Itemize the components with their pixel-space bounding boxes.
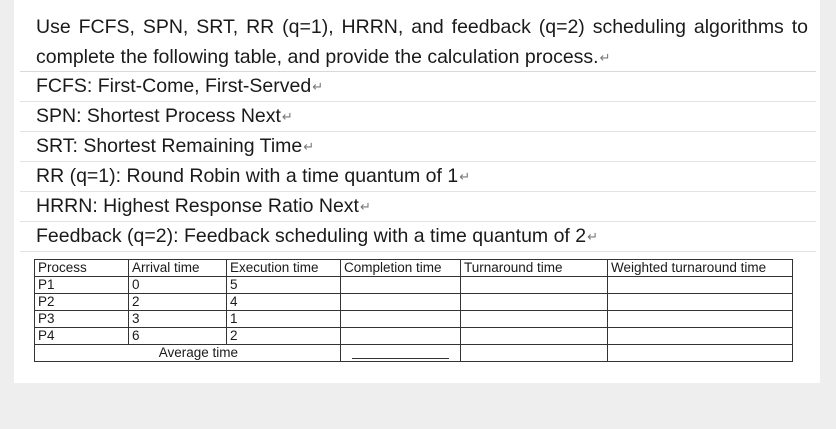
average-time-label: Average time [35,345,341,362]
cell-completion [341,311,461,328]
scheduling-table [34,259,793,362]
table-header-row [35,260,793,277]
definition-rr: RR (q=1): Round Robin with a time quantum of 1 [36,165,459,187]
cell-execution: 1 [227,311,341,328]
cell-arrival: 3 [129,311,227,328]
blank-line [352,348,449,359]
cell-process: P2 [35,294,129,311]
cell-arrival: 0 [129,277,227,294]
table-row [35,294,793,311]
cell-arrival: 2 [129,294,227,311]
definition-line [20,132,816,162]
definition-line [20,222,816,252]
header-turnaround-time: Turnaround time [461,260,608,277]
paragraph-mark-icon: ↵ [281,109,293,124]
table-row [35,328,793,345]
cell-process: P3 [35,311,129,328]
cell-turnaround [461,328,608,345]
definition-line [20,72,816,102]
cell-completion [341,328,461,345]
cell-weighted [608,294,793,311]
header-process: Process [35,260,129,277]
cell-turnaround [461,294,608,311]
cell-weighted [608,277,793,294]
definition-feedback: Feedback (q=2): Feedback scheduling with a time quantum of 2 [36,225,587,247]
definition-hrrn: HRRN: Highest Response Ratio Next [36,195,359,217]
header-weighted-turnaround-time: Weighted turnaround time [608,260,793,277]
paragraph-mark-icon: ↵ [303,139,315,154]
paragraph-mark-icon: ↵ [312,79,324,94]
definition-line [20,102,816,132]
cell-arrival: 6 [129,328,227,345]
average-row [35,345,793,362]
definition-line [20,162,816,192]
cell-weighted [608,328,793,345]
average-weighted-cell [608,345,793,362]
paragraph-mark-icon: ↵ [587,229,599,244]
cell-process: P1 [35,277,129,294]
header-completion-time: Completion time [341,260,461,277]
header-arrival-time: Arrival time [129,260,227,277]
cell-weighted [608,311,793,328]
header-execution-time: Execution time [227,260,341,277]
definition-srt: SRT: Shortest Remaining Time [36,135,303,157]
cell-turnaround [461,277,608,294]
definition-line [20,192,816,222]
cell-execution: 2 [227,328,341,345]
average-completion-cell [341,345,461,362]
cell-process: P4 [35,328,129,345]
cell-execution: 4 [227,294,341,311]
table-row [35,277,793,294]
cell-execution: 5 [227,277,341,294]
cell-completion [341,277,461,294]
cell-turnaround [461,311,608,328]
definitions-list [20,71,816,252]
paragraph-mark-icon: ↵ [599,50,611,65]
paragraph-mark-icon: ↵ [359,199,371,214]
definition-spn: SPN: Shortest Process Next [36,105,281,127]
paragraph-mark-icon: ↵ [459,169,471,184]
document-page [14,0,820,383]
question-text: Use FCFS, SPN, SRT, RR (q=1), HRRN, and feedback (q=2) scheduling algorithms to complete the following table, and provide the calculation process. [36,16,808,68]
cell-completion [341,294,461,311]
table-row [35,311,793,328]
average-turnaround-cell [461,345,608,362]
definition-fcfs: FCFS: First-Come, First-Served [36,75,312,97]
question-paragraph [36,12,808,73]
